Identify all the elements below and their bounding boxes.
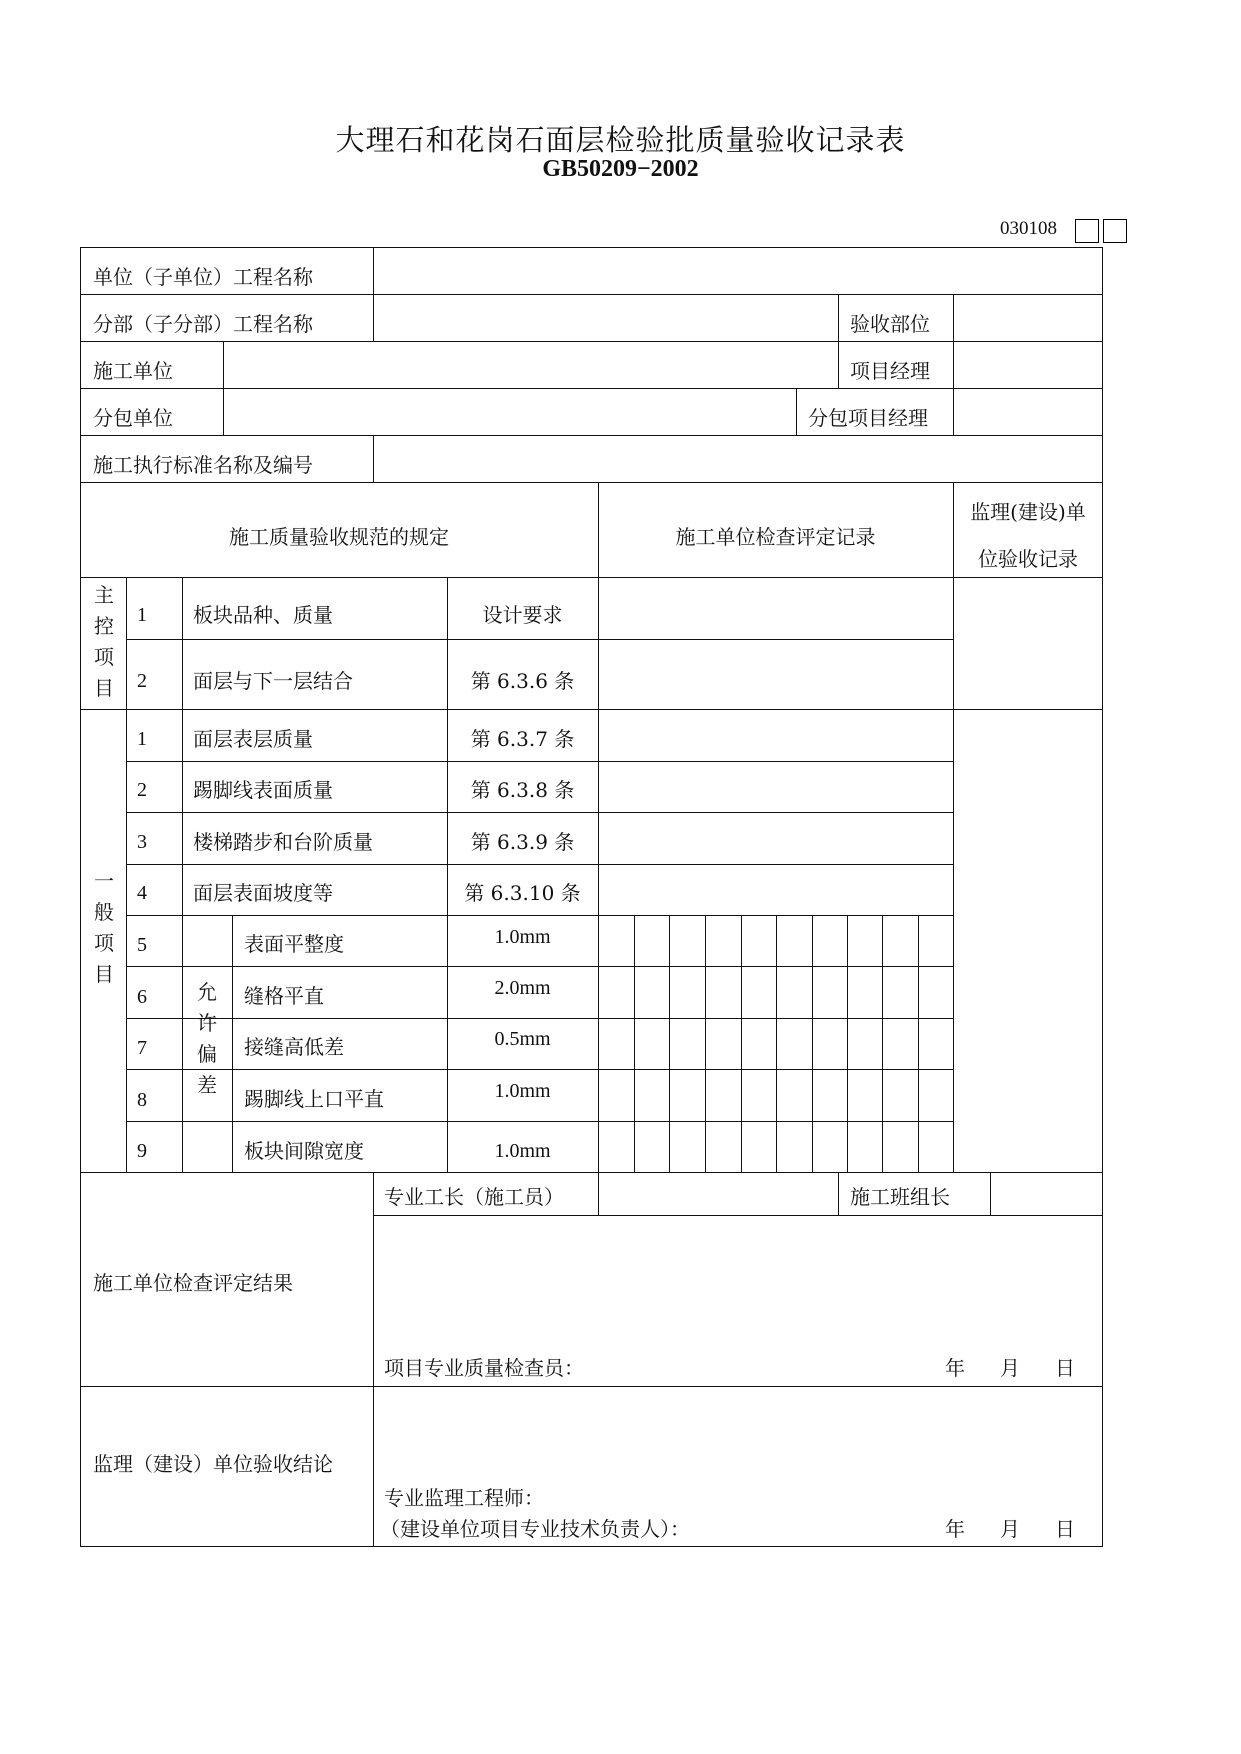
rule (80, 294, 1103, 295)
main-item-no: 2 (137, 670, 147, 692)
rule (80, 577, 1103, 578)
main-item-rule: 第 6.3.6 条 (470, 669, 575, 693)
main-item-no: 1 (137, 604, 147, 626)
rule (373, 435, 374, 482)
tolerance-label: 允 许 偏 差 (197, 980, 217, 1097)
rule (126, 966, 953, 967)
rule (373, 1215, 1103, 1216)
date-month: 月 (1000, 1517, 1020, 1541)
rule (634, 915, 635, 1172)
date-day: 日 (1055, 1517, 1075, 1541)
header-check-record: 施工单位检查评定记录 (675, 525, 876, 549)
form-code-box-2[interactable] (1103, 219, 1127, 243)
label-quality-inspector: 项目专业质量检查员： (384, 1356, 584, 1380)
header-supervisor-line1: 监理(建设)单 (970, 500, 1086, 524)
label-team-leader: 施工班组长 (850, 1185, 950, 1209)
rule (80, 709, 1103, 710)
label-sub-project: 分部（子分部）工程名称 (93, 312, 313, 336)
general-item-name: 面层表面坡度等 (193, 881, 333, 905)
rule (80, 435, 1103, 436)
rule (182, 577, 183, 1172)
form-code-box-1[interactable] (1075, 219, 1099, 243)
rule (126, 1121, 953, 1122)
rule (373, 294, 374, 341)
rule (373, 1172, 374, 1547)
general-item-rule: 第 6.3.9 条 (470, 830, 575, 854)
tolerance-name: 踢脚线上口平直 (244, 1087, 384, 1111)
rule (598, 482, 599, 1172)
rule (80, 1172, 1103, 1173)
general-item-name: 踢脚线表面质量 (193, 778, 333, 802)
rule (80, 482, 1103, 483)
main-item-name: 面层与下一层结合 (193, 669, 353, 693)
rule (126, 915, 953, 916)
general-item-no: 3 (137, 831, 147, 853)
rule (126, 1018, 953, 1019)
date-day: 日 (1055, 1356, 1075, 1380)
tolerance-name: 板块间隙宽度 (244, 1139, 364, 1163)
tolerance-value: 2.0mm (494, 977, 551, 999)
rule (80, 388, 1103, 389)
tolerance-no: 5 (137, 934, 147, 956)
general-item-rule: 第 6.3.7 条 (470, 727, 575, 751)
rule (705, 915, 706, 1172)
main-control-label: 主 控 项 目 (94, 583, 114, 700)
label-supervising-engineer: 专业监理工程师： (384, 1486, 544, 1510)
rule (126, 812, 953, 813)
general-item-rule: 第 6.3.10 条 (464, 881, 581, 905)
rule (669, 915, 670, 1172)
rule (126, 761, 953, 762)
rule (990, 1172, 991, 1215)
tolerance-value: 0.5mm (494, 1028, 551, 1050)
rule (953, 388, 954, 435)
tolerance-no: 6 (137, 986, 147, 1008)
form-code: 030108 (1000, 218, 1057, 239)
header-supervisor-line2: 位验收记录 (978, 547, 1078, 571)
rule (126, 639, 953, 640)
rule (80, 341, 1103, 342)
label-accept-location: 验收部位 (850, 312, 930, 336)
rule (838, 294, 839, 341)
rule (838, 1172, 839, 1215)
rule (838, 341, 839, 388)
label-contractor-result: 施工单位检查评定结果 (93, 1271, 293, 1295)
rule (953, 482, 954, 1172)
tolerance-no: 7 (137, 1037, 147, 1059)
rule (80, 1386, 1103, 1387)
label-owner-representative: （建设单位项目专业技术负责人）： (380, 1517, 690, 1541)
header-spec: 施工质量验收规范的规定 (229, 525, 449, 549)
tolerance-value: 1.0mm (494, 1080, 551, 1102)
rule (847, 915, 848, 1172)
rule (776, 915, 777, 1172)
general-item-name: 楼梯踏步和台阶质量 (193, 830, 373, 854)
rule (373, 247, 374, 294)
main-item-rule: 设计要求 (482, 603, 563, 627)
label-contractor: 施工单位 (93, 359, 173, 383)
rule (223, 341, 224, 435)
standard-code: GB50209−2002 (542, 156, 699, 182)
rule (126, 864, 953, 865)
date-month: 月 (1000, 1356, 1020, 1380)
general-item-no: 4 (137, 882, 147, 904)
rule (126, 577, 127, 1172)
tolerance-no: 8 (137, 1089, 147, 1111)
label-standard-name: 施工执行标准名称及编号 (93, 453, 313, 477)
rule (812, 915, 813, 1172)
rule (882, 915, 883, 1172)
label-foreman: 专业工长（施工员） (384, 1185, 564, 1209)
tolerance-name: 接缝高低差 (244, 1035, 344, 1059)
rule (126, 1069, 953, 1070)
main-item-name: 板块品种、质量 (193, 603, 333, 627)
rule (232, 915, 233, 1172)
rule (918, 915, 919, 1172)
general-label: 一 般 项 目 (94, 869, 114, 986)
label-unit-project: 单位（子单位）工程名称 (93, 265, 313, 289)
rule (598, 1172, 599, 1215)
rule (741, 915, 742, 1172)
tolerance-no: 9 (137, 1140, 147, 1162)
label-sub-project-manager: 分包项目经理 (808, 406, 928, 430)
tolerance-name: 缝格平直 (244, 984, 324, 1008)
tolerance-value: 1.0mm (494, 926, 551, 948)
general-item-name: 面层表层质量 (193, 727, 313, 751)
general-item-no: 2 (137, 779, 147, 801)
form-title: 大理石和花岗石面层检验批质量验收记录表 (335, 123, 906, 157)
label-supervisor-result: 监理（建设）单位验收结论 (93, 1452, 333, 1476)
tolerance-name: 表面平整度 (244, 932, 344, 956)
general-item-rule: 第 6.3.8 条 (470, 778, 575, 802)
tolerance-value: 1.0mm (494, 1140, 551, 1162)
rule (953, 294, 954, 388)
label-project-manager: 项目经理 (850, 359, 930, 383)
rule (796, 388, 797, 435)
general-item-no: 1 (137, 728, 147, 750)
label-subcontractor: 分包单位 (93, 406, 173, 430)
date-year: 年 (945, 1517, 965, 1541)
date-year: 年 (945, 1356, 965, 1380)
